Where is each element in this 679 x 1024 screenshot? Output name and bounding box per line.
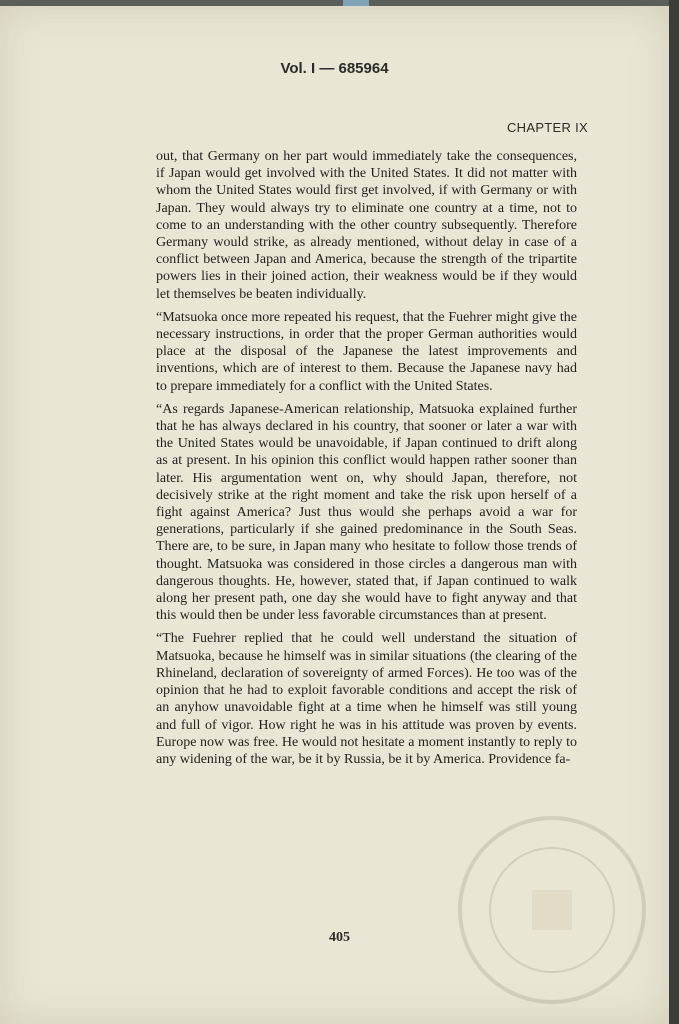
paragraph: “As regards Japanese-American relationship, Matsuoka explained further that he has always declared in his country, that sooner or later a war with the United States would be unavoidable, if Japan continued to drift along as at present. In his opinion this conflict would happen rather sooner than later. His argumentation went on, why should Japan, therefore, not decisively strike at the right moment and take the risk upon herself of a fight against America? Just thus would she perhaps avoid a war for generations, particularly if she gained predominance in the South Seas. There are, to be sure, in Japan many who hesitate to follow those trends of thought. Matsuoka was considered in those circles a dangerous man with dangerous thoughts. He, however, stated that, if Japan continued to walk along her present path, one day she would have to fight anyway and that this would then be under less favorable circumstances than at present. [156,401,577,624]
body-text [156,148,577,774]
paragraph: “Matsuoka once more repeated his request, that the Fuehrer might give the necessary instructions, in order that the proper German authorities would place at the disposal of the Japanese the latest improvements and inventions, which are of interest to them. Because the Japanese navy had to prepare immediately for a conflict with the United States. [156,309,577,394]
page-number: 405 [329,930,350,945]
paragraph: out, that Germany on her part would immediately take the consequences, if Japan would get involved with the United States. It did not matter with whom the United States would first get involved, if with Germany or with Japan. They would always try to eliminate one country at a time, not to come to an understanding with the other country subsequently. Therefore Germany would strike, as already mentioned, without delay in case of a conflict between Japan and America, because the strength of the tripartite powers lies in their joined action, their weakness would be if they would let themselves be beaten individually. [156,149,577,302]
paragraph: “The Fuehrer replied that he could well understand the situation of Matsuoka, because he himself was in similar situations (the clearing of the Rhineland, declaration of sovereignty of armed Forces). He too was of the opinion that he had to exploit favorable conditions and accept the risk of an anyhow unavoidable fight at a time when he himself was still young and full of vigor. How right he was in his attitude was proven by events. Europe now was free. He would not hesitate a moment instantly to reply to any widening of the war, be it by Russia, be it by America. Providence fa- [156,631,577,767]
university-seal-watermark [452,810,652,1010]
volume-header: Vol. I — 685964 [280,60,389,77]
chapter-label: CHAPTER IX [506,120,588,135]
scan-border-right [669,0,679,1024]
